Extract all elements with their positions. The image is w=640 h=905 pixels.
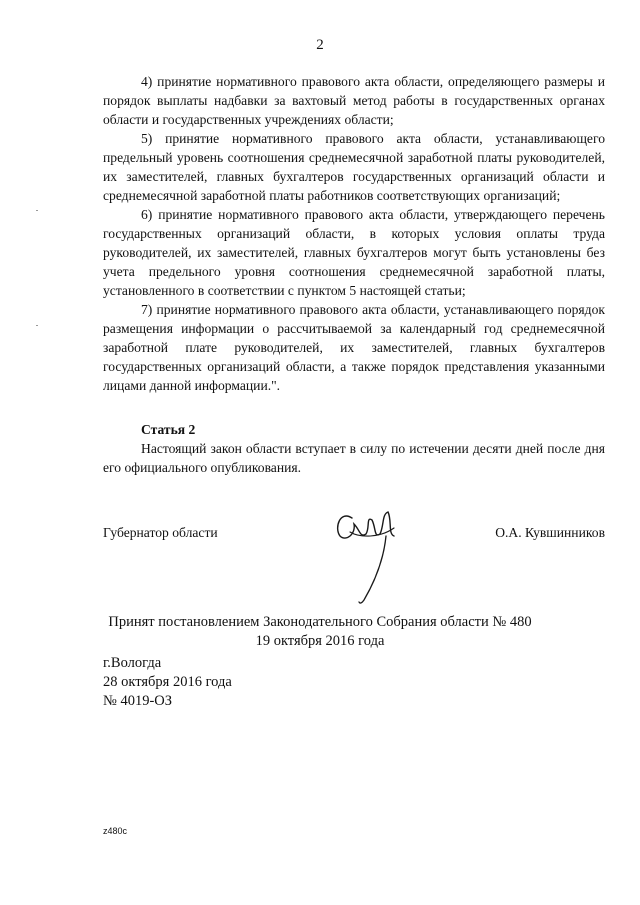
scan-mark [36, 325, 38, 326]
law-date: 28 октября 2016 года [103, 674, 232, 690]
article-text: Настоящий закон области вступает в силу по истечении десяти дней после дня его официального опубликования. [103, 441, 605, 475]
paragraph-item-7: 7) принятие нормативного правового акта области, устанавливающего порядок размещения информации о рассчитываемой за календарный год среднемесячной заработной плате руководителей, их заместителей, главных бухгалтеров государственных организаций области, а также порядок представления указанными лицами данной информации.". [103, 302, 605, 393]
city: г.Вологда [103, 655, 162, 671]
signatory-position: Губернатор области [103, 525, 218, 540]
scan-mark [36, 210, 38, 211]
document-body [103, 72, 605, 477]
paragraph-item-5: 5) принятие нормативного правового акта области, устанавливающего предельный уровень соотношения среднемесячной заработной платы руководителей, их заместителей, главных бухгалтеров государственных организаций области и среднемесячной заработной платы работников соответствующих организаций; [103, 131, 605, 203]
adoption-line: Принят постановлением Законодательного Собрания области № 480 [108, 614, 532, 630]
law-number: № 4019-ОЗ [103, 693, 173, 709]
adoption-date: 19 октября 2016 года [255, 633, 385, 649]
paragraph-item-4: 4) принятие нормативного правового акта области, определяющего размеры и порядок выплаты надбавки за вахтовый метод работы в государственных органах области и государственных учреждениях области; [103, 74, 605, 127]
paragraph-item-6: 6) принятие нормативного правового акта области, утверждающего перечень государственных организаций области, в которых условия оплаты труда руководителей, их заместителей, главных бухгалтеров могут быть установлены без учета предельного уровня соотношения среднемесячной заработной платы, установленного в соответствии с пунктом 5 настоящей статьи; [103, 207, 605, 298]
closing-details [103, 654, 232, 711]
document-code: z480c [103, 826, 128, 836]
article-title: Статья 2 [141, 422, 196, 437]
handwritten-signature [330, 498, 410, 610]
signatory-name: О.А. Кувшинников [495, 525, 605, 540]
adoption-note [0, 613, 640, 651]
page-number: 2 [316, 37, 324, 53]
